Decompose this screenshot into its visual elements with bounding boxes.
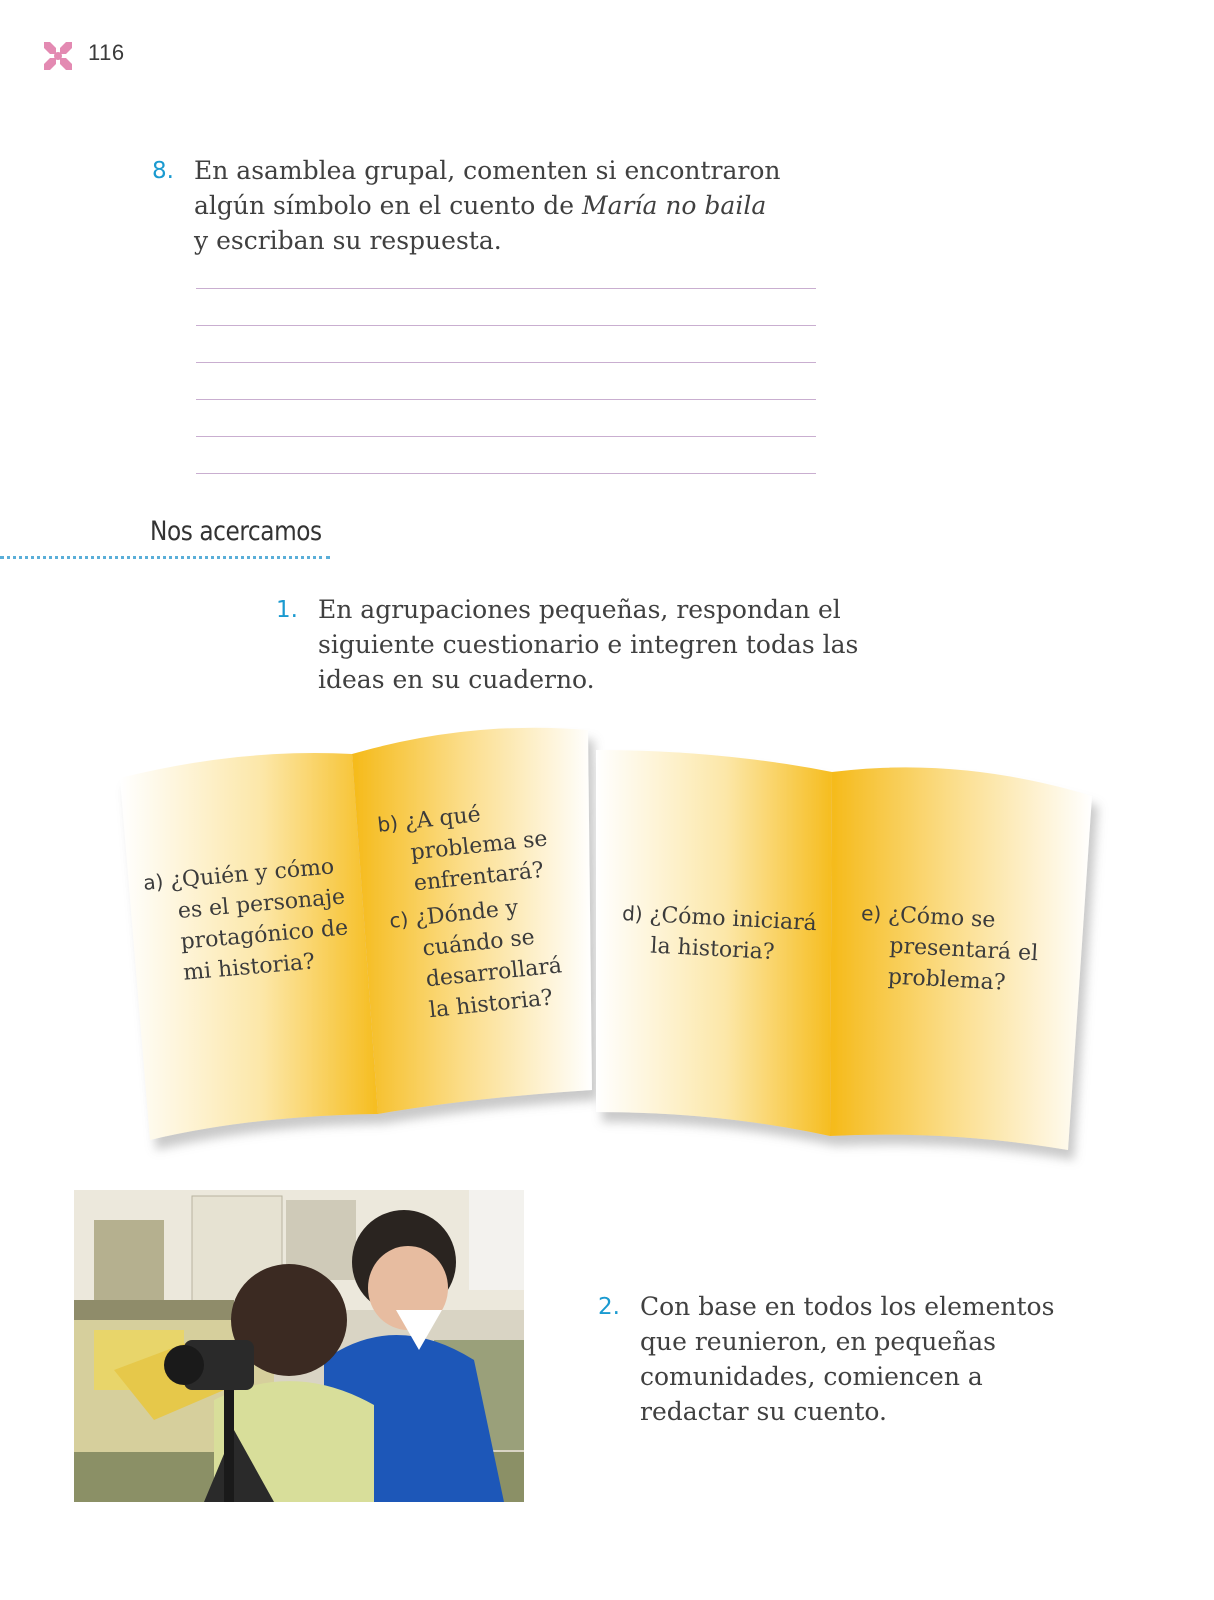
activity-1-line: ideas en su cuaderno. — [318, 665, 595, 694]
section-divider — [0, 556, 330, 559]
question-a-line: protagónico de — [179, 915, 350, 955]
question-d-line: ¿Cómo iniciará — [648, 902, 818, 937]
answer-line[interactable] — [196, 288, 816, 289]
question-c-line: la historia? — [427, 985, 555, 1024]
question-a-line: mi historia? — [182, 949, 316, 986]
activity-2-number: 2. — [598, 1294, 620, 1320]
question-e-label: e) — [860, 900, 882, 927]
question-c-label: c) — [388, 907, 410, 933]
classroom-photo — [74, 1190, 524, 1502]
answer-line[interactable] — [196, 399, 816, 400]
question-b-label: b) — [376, 810, 400, 837]
activity-8 — [152, 153, 852, 258]
activity-1-line: siguiente cuestionario e integren todas las — [318, 630, 859, 659]
question-d-label: d) — [621, 900, 644, 927]
question-e-line: problema? — [887, 964, 1007, 996]
activity-8-line-1: En asamblea grupal, comenten si encontraron — [194, 156, 781, 185]
activity-2-line: Con base en todos los elementos — [640, 1292, 1055, 1321]
section-title: Nos acercamos — [150, 516, 322, 547]
question-a-label: a) — [142, 869, 165, 895]
activity-1 — [276, 592, 876, 697]
activity-2 — [598, 1289, 1158, 1429]
question-c — [388, 889, 567, 1030]
activity-8-line-2 — [194, 188, 852, 223]
activity-2-line: que reunieron, en pequeñas — [640, 1327, 996, 1356]
activity-8-line-2-text: algún símbolo en el cuento de — [194, 191, 583, 220]
page-number: 116 — [88, 40, 125, 65]
activity-1-number: 1. — [276, 597, 298, 623]
question-b-line: ¿A qué — [403, 802, 482, 835]
activity-2-line: comunidades, comiencen a — [640, 1362, 983, 1391]
question-b-line: enfrentará? — [412, 857, 545, 897]
answer-line[interactable] — [196, 436, 816, 437]
answer-line[interactable] — [196, 473, 816, 474]
activity-8-number: 8. — [152, 158, 174, 184]
activity-1-line: En agrupaciones pequeñas, respondan el — [318, 595, 841, 624]
story-title: María no baila — [582, 191, 767, 220]
answer-line[interactable] — [196, 362, 816, 363]
question-e — [857, 898, 1040, 1000]
answer-line[interactable] — [196, 325, 816, 326]
question-c-line: desarrollará — [424, 953, 564, 993]
question-e-line: ¿Cómo se — [887, 902, 997, 933]
question-a — [142, 851, 352, 992]
question-a-line: es el personaje — [176, 884, 347, 924]
question-d — [620, 898, 818, 970]
question-b-line: problema se — [409, 826, 549, 866]
activity-8-line-3: y escriban su respuesta. — [194, 226, 502, 255]
question-a-line: ¿Quién y cómo — [169, 854, 336, 894]
question-c-line: ¿Dónde y — [413, 895, 520, 932]
page-ornament-icon — [40, 38, 76, 74]
question-c-line: cuándo se — [421, 924, 536, 962]
question-d-line: la historia? — [649, 933, 776, 965]
question-b — [376, 793, 552, 903]
question-e-line: presentará el — [888, 933, 1039, 967]
activity-2-line: redactar su cuento. — [640, 1397, 887, 1426]
